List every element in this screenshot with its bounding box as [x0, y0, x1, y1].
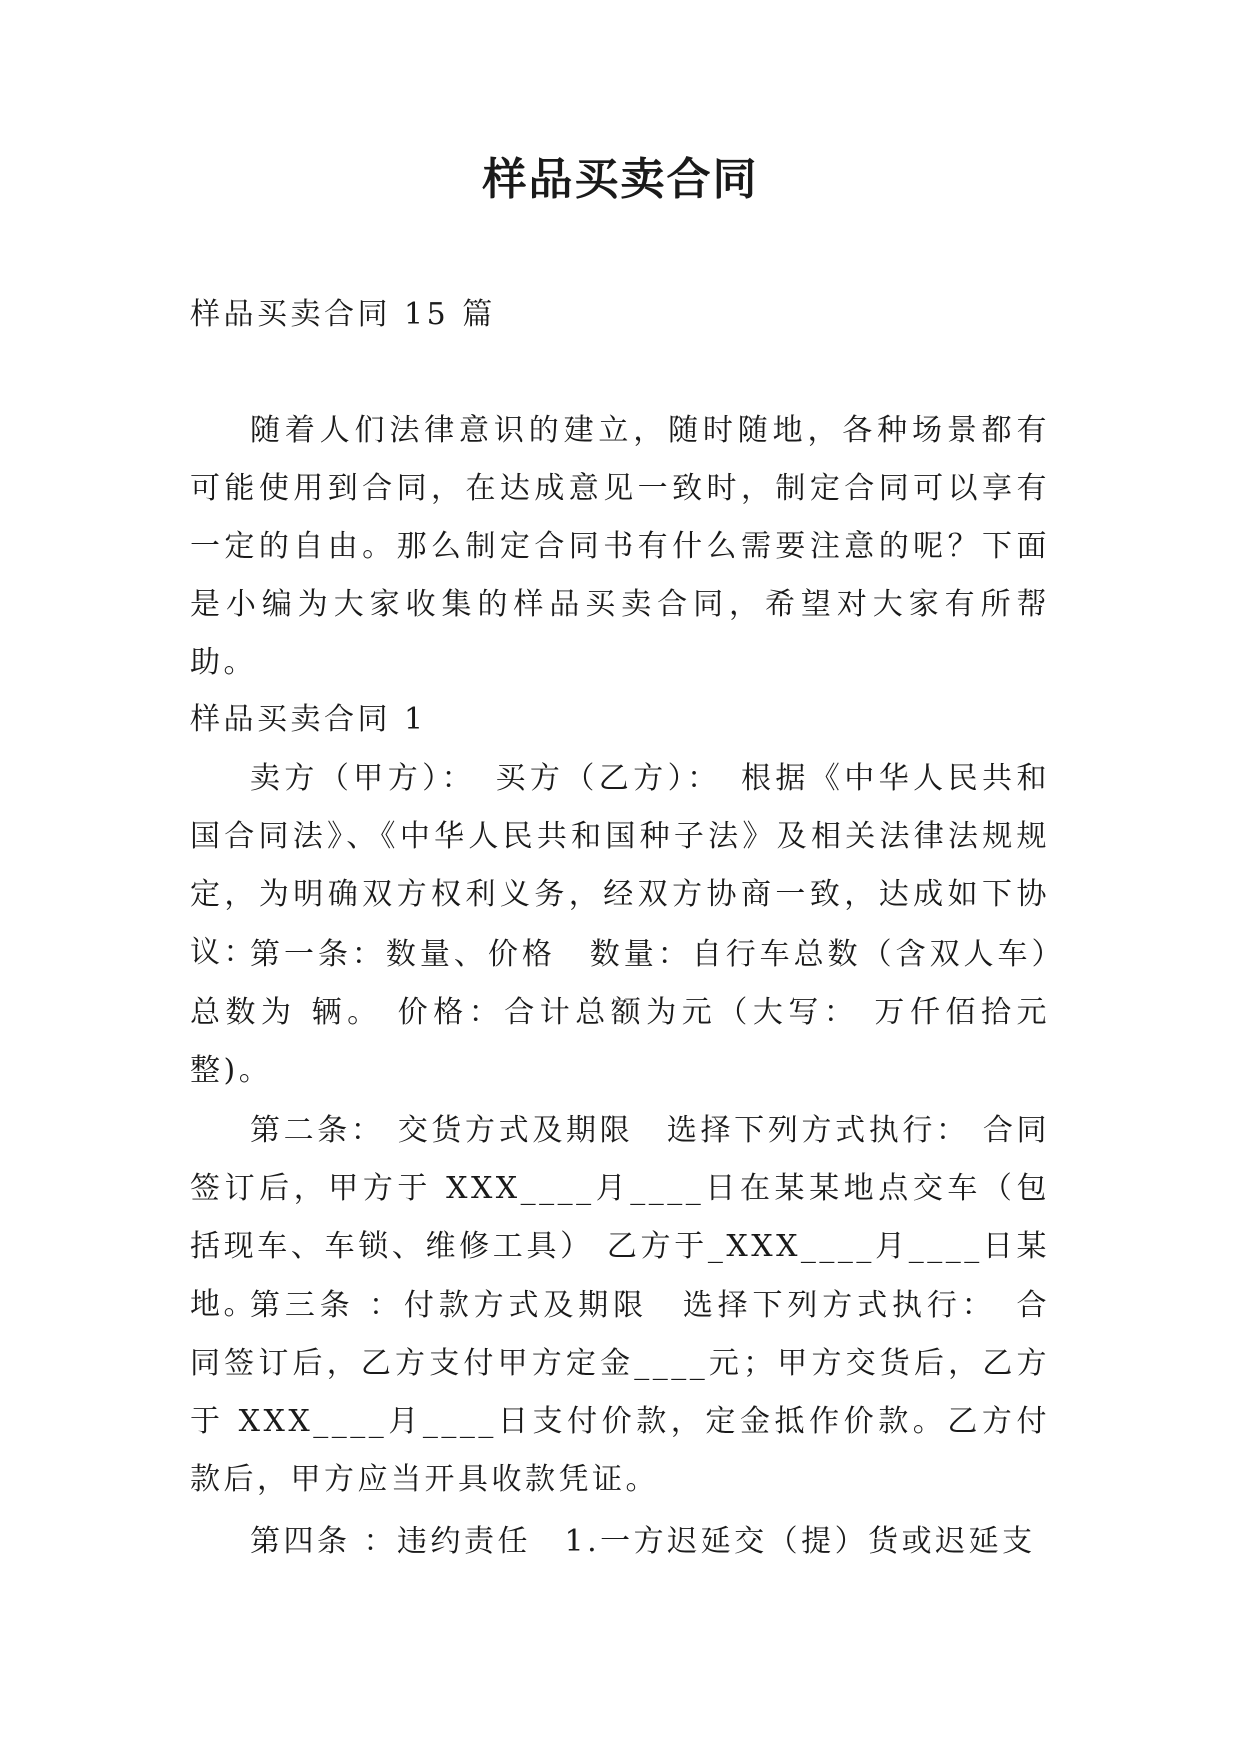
article-paragraph-1: 第一条：数量、价格 数量：自行车总数（含双人车）总数为 辆。 价格：合计总额为元（大写： 万仟佰拾元整)。	[190, 937, 1050, 1088]
section-heading: 样品买卖合同 1	[190, 702, 427, 737]
article-paragraph-2: 第二条： 交货方式及期限 选择下列方式执行： 合同签订后，甲方于 XXX____月____日在某某地点交车（包括现车、车锁、维修工具） 乙方于_XXX____月____日某地。	[190, 1113, 1050, 1322]
intro-paragraph: 随着人们法律意识的建立，随时随地，各种场景都有可能使用到合同，在达成意见一致时，制定合同可以享有一定的自由。那么制定合同书有什么需要注意的呢？下面是小编为大家收集的样品买卖合同，希望对大家有所帮助。	[190, 413, 1050, 680]
article-paragraph-3: 第三条 ：付款方式及期限 选择下列方式执行： 合同签订后，乙方支付甲方定金____元；甲方交货后，乙方于 XXX____月____日支付价款，定金抵作价款。乙方付款后，甲方应当开具收款凭证。	[190, 1288, 1050, 1497]
document-title: 样品买卖合同	[482, 154, 759, 205]
article-paragraph-4: 第四条 ：违约责任 1.一方迟延交（提）货或迟延支	[250, 1524, 1036, 1559]
article-paragraph-parties: 卖方（甲方）： 买方（乙方）： 根据《中华人民共和国合同法》、《中华人民共和国种子法》及相关法律法规规定，为明确双方权利义务，经双方协商一致，达成如下协议：	[190, 761, 1050, 970]
document-subtitle: 样品买卖合同 15 篇	[190, 297, 496, 332]
